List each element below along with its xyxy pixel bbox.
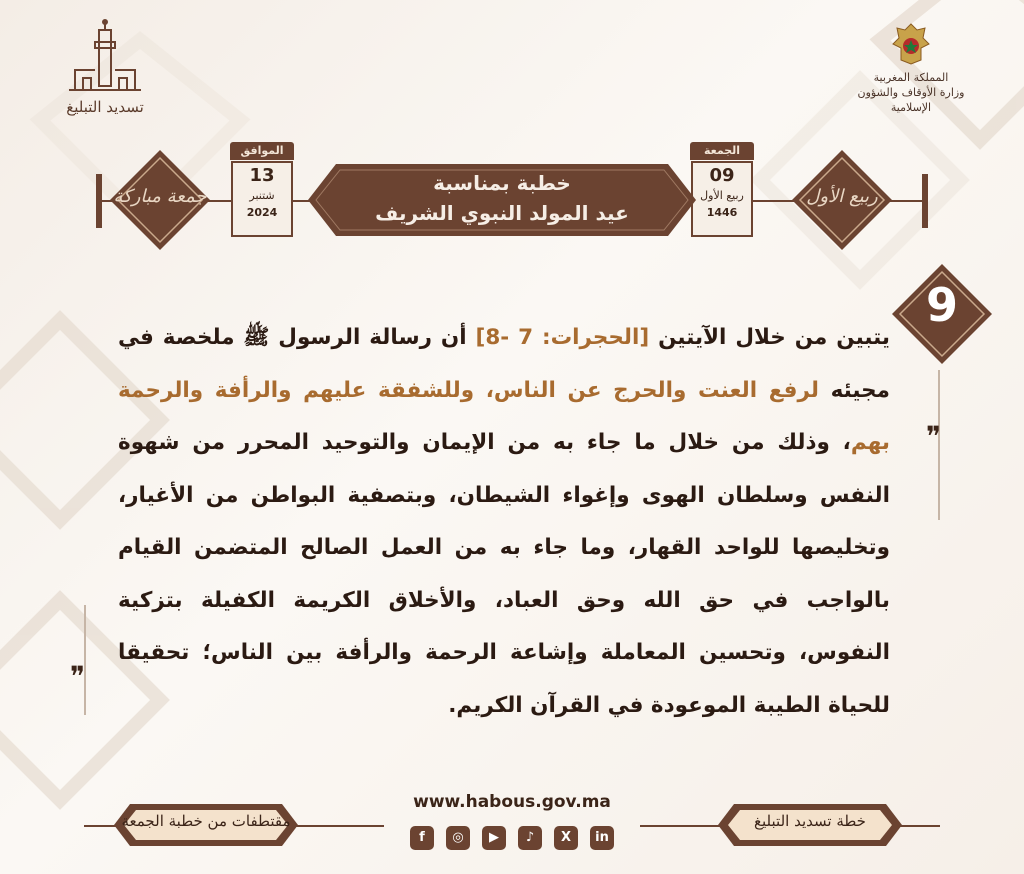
gregorian-day: 13 xyxy=(249,165,275,186)
gregorian-date xyxy=(230,142,294,238)
hijri-date-label: الجمعة xyxy=(690,142,754,160)
hijri-date xyxy=(690,142,754,238)
hijri-day: 09 xyxy=(709,165,735,186)
youtube-icon[interactable]: ▶ xyxy=(482,826,506,850)
excerpt-seg3: أن رسالة الرسول ﷺ ملخصة في مجيئه xyxy=(118,325,890,403)
coat-of-arms-icon xyxy=(891,22,931,66)
ministry-logo xyxy=(836,22,986,115)
ministry-label: وزارة الأوقاف والشؤون الإسلامية xyxy=(857,86,965,114)
sermon-title-line1: خطبة بمناسبة xyxy=(433,171,571,195)
gregorian-year: 2024 xyxy=(246,206,278,219)
excerpt-seg1: يتبين من خلال الآيتين xyxy=(649,325,890,350)
instagram-icon[interactable]: ◎ xyxy=(446,826,470,850)
program-logo-caption: تسديد التبليغ xyxy=(66,98,144,116)
footer-left-button[interactable]: مقتطفات من خطبة الجمعة xyxy=(121,812,291,830)
sermon-excerpt xyxy=(118,312,890,732)
hijri-month: ربيع الأول xyxy=(700,189,744,202)
kingdom-label: المملكة المغربية xyxy=(873,71,949,84)
linkedin-icon[interactable]: in xyxy=(590,826,614,850)
gregorian-date-label: الموافق xyxy=(230,142,294,160)
point-number: 9 xyxy=(925,278,958,332)
excerpt-seg5: ، وذلك من خلال ما جاء به من الإيمان والتوحيد المحرر من شهوة النفس وسلطان الهوى وإغواء الشيطان، وبتصفية البواطن من الأغيار، وتخليصها للواحد القهار، وما جاء به من العمل الصالح المتضمن القيام بالواجب في حق الله وحق العباد، والأخلاق الكريمة الكفيلة بتزكية النفوس، وتحسين المعاملة وإشاعة الرحمة والرأفة بين الناس؛ تحقيقا للحياة الطيبة الموعودة في القرآن الكريم. xyxy=(118,430,890,718)
quote-close-icon: ❞ xyxy=(70,660,86,693)
sermon-title-line2: عيد المولد النبوي الشريف xyxy=(375,201,629,225)
footer-right-button[interactable]: خطة تسديد التبليغ xyxy=(754,812,866,830)
x-icon[interactable]: X xyxy=(554,826,578,850)
left-badge-label: جمعة مباركة xyxy=(113,186,207,207)
website-link[interactable]: www.habous.gov.ma xyxy=(413,792,611,812)
minaret-icon xyxy=(65,18,145,92)
quran-reference: [الحجرات: 7 -8] xyxy=(475,325,650,350)
program-logo xyxy=(50,18,160,116)
banner-end-left xyxy=(96,174,102,228)
tiktok-icon[interactable]: ♪ xyxy=(518,826,542,850)
social-links xyxy=(410,826,614,850)
facebook-icon[interactable]: f xyxy=(410,826,434,850)
banner-end-right xyxy=(922,174,928,228)
right-badge-label: ربيع الأول xyxy=(806,186,878,207)
hijri-year: 1446 xyxy=(706,206,738,219)
gregorian-month: شتنبر xyxy=(249,189,275,202)
sermon-title xyxy=(306,168,698,228)
excerpt-highlight: لرفع العنت والحرج عن الناس، وللشفقة عليهم والرأفة والرحمة بهم xyxy=(118,377,890,455)
quote-open-icon: ❞ xyxy=(926,420,942,453)
